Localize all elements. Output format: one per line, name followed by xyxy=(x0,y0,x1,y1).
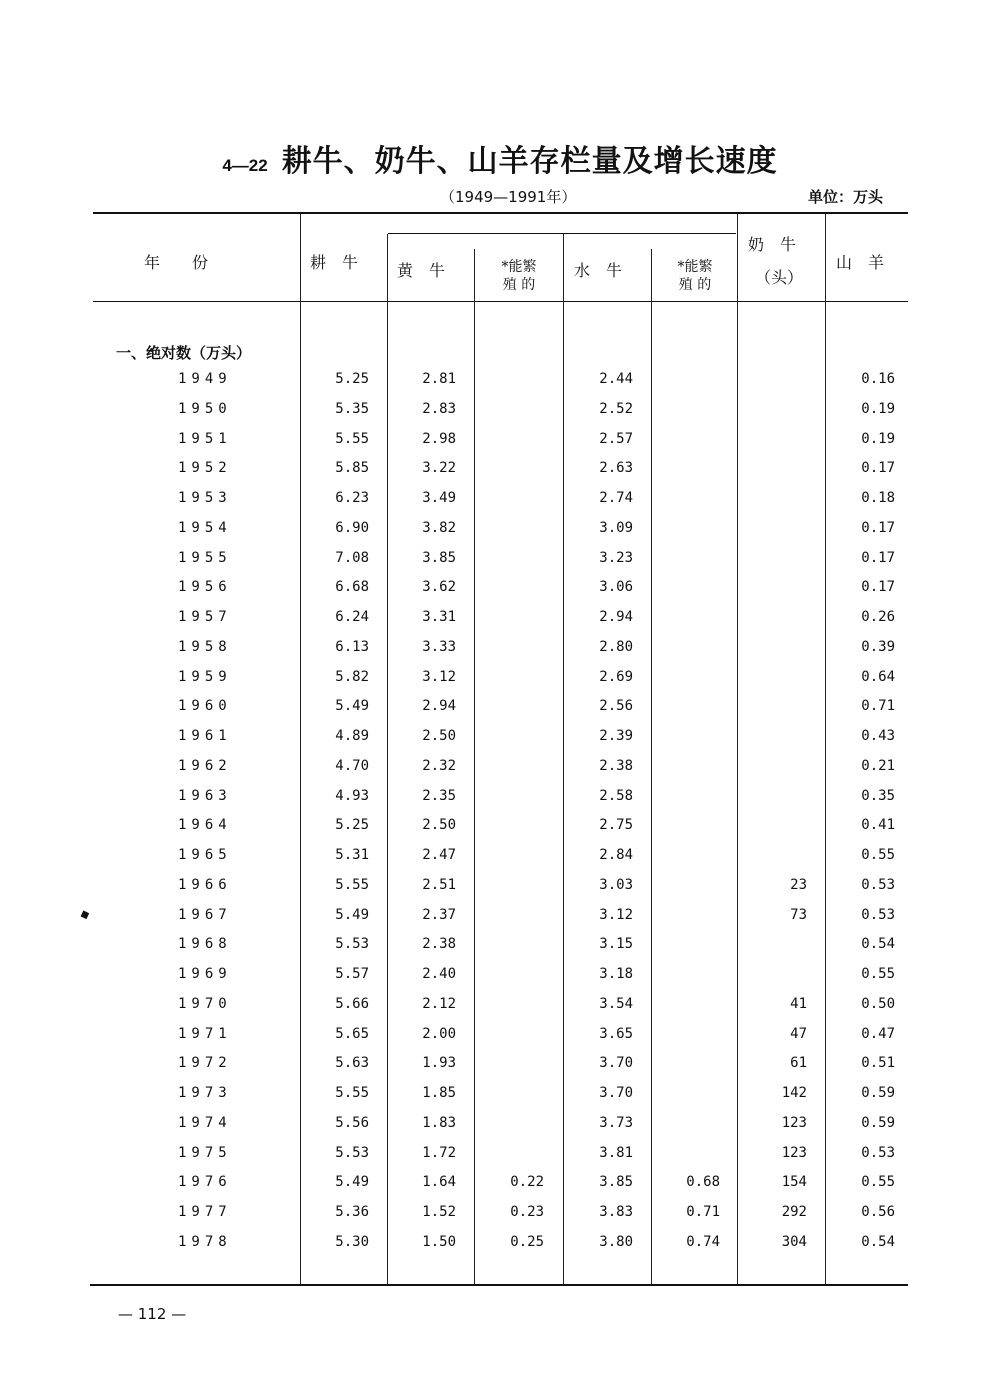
cell-year: 1961 xyxy=(178,728,232,744)
years-range: （1949—1991年） xyxy=(440,188,577,206)
cell-yellow: 3.33 xyxy=(422,638,456,655)
cell-yellow: 2.94 xyxy=(422,698,456,715)
unit-label: 单位：万头 xyxy=(808,188,884,206)
page-number: — 112 — xyxy=(118,1305,187,1323)
cell-yellow-breed: 0.25 xyxy=(510,1233,544,1250)
cell-goat: 0.35 xyxy=(861,787,895,804)
cell-water: 2.56 xyxy=(599,698,633,715)
cell-plow: 5.82 xyxy=(335,668,369,685)
table-row xyxy=(0,1115,1000,1139)
cell-year: 1968 xyxy=(178,936,232,953)
cell-plow: 5.31 xyxy=(335,847,369,863)
cell-year: 1977 xyxy=(178,1204,232,1220)
table-row xyxy=(0,520,1000,544)
cell-yellow: 2.50 xyxy=(422,817,456,834)
cell-goat: 0.19 xyxy=(861,400,895,417)
cell-goat: 0.26 xyxy=(861,609,895,625)
cell-yellow: 2.51 xyxy=(422,876,456,893)
cell-goat: 0.17 xyxy=(861,549,895,566)
cell-plow: 5.57 xyxy=(335,966,369,982)
cell-dairy: 23 xyxy=(790,876,807,893)
table-row xyxy=(0,371,1000,395)
cell-yellow: 3.49 xyxy=(422,490,456,506)
cell-year: 1952 xyxy=(178,460,232,477)
cell-plow: 4.70 xyxy=(335,757,369,774)
cell-year: 1953 xyxy=(178,490,232,506)
cell-year: 1959 xyxy=(178,668,232,685)
cell-year: 1974 xyxy=(178,1114,232,1131)
cell-dairy: 73 xyxy=(790,906,807,923)
cell-goat: 0.21 xyxy=(861,757,895,774)
cell-goat: 0.39 xyxy=(861,638,895,655)
table-row xyxy=(0,877,1000,901)
cell-water-breed: 0.68 xyxy=(686,1174,720,1191)
cell-dairy: 292 xyxy=(781,1204,807,1220)
cell-yellow: 2.47 xyxy=(422,847,456,863)
stray-mark: ◆ xyxy=(77,905,92,923)
cell-water: 2.84 xyxy=(599,847,633,863)
cell-water: 3.23 xyxy=(599,549,633,566)
cell-plow: 5.25 xyxy=(335,371,369,387)
cell-goat: 0.54 xyxy=(861,1233,895,1250)
cell-yellow: 1.64 xyxy=(422,1174,456,1191)
cell-goat: 0.53 xyxy=(861,1144,895,1161)
cell-goat: 0.17 xyxy=(861,579,895,596)
cell-plow: 4.93 xyxy=(335,787,369,804)
table-row xyxy=(0,609,1000,633)
cell-year: 1978 xyxy=(178,1233,232,1250)
cell-plow: 4.89 xyxy=(335,728,369,744)
cell-plow: 5.49 xyxy=(335,906,369,923)
yellow-group-rule xyxy=(388,233,564,234)
top-rule xyxy=(93,212,908,214)
table-row xyxy=(0,1174,1000,1198)
cell-plow: 5.55 xyxy=(335,1085,369,1101)
cell-year: 1966 xyxy=(178,876,232,893)
cell-plow: 5.53 xyxy=(335,936,369,953)
cell-plow: 6.68 xyxy=(335,579,369,596)
cell-yellow-breed: 0.23 xyxy=(510,1204,544,1220)
cell-water: 3.54 xyxy=(599,995,633,1012)
cell-plow: 5.55 xyxy=(335,876,369,893)
cell-goat: 0.53 xyxy=(861,906,895,923)
table-row xyxy=(0,401,1000,425)
table-row xyxy=(0,936,1000,960)
table-row xyxy=(0,788,1000,812)
water-group-rule xyxy=(564,233,736,234)
cell-water: 2.94 xyxy=(599,609,633,625)
cell-water: 2.58 xyxy=(599,787,633,804)
cell-plow: 5.56 xyxy=(335,1114,369,1131)
cell-year: 1962 xyxy=(178,757,232,774)
cell-goat: 0.47 xyxy=(861,1025,895,1042)
cell-water: 3.73 xyxy=(599,1114,633,1131)
cell-yellow: 3.31 xyxy=(422,609,456,625)
cell-goat: 0.19 xyxy=(861,430,895,447)
cell-yellow: 2.38 xyxy=(422,936,456,953)
cell-plow: 5.35 xyxy=(335,400,369,417)
table-row xyxy=(0,639,1000,663)
cell-yellow: 3.82 xyxy=(422,519,456,536)
cell-yellow: 2.35 xyxy=(422,787,456,804)
cell-yellow: 2.32 xyxy=(422,757,456,774)
cell-plow: 7.08 xyxy=(335,549,369,566)
table-row xyxy=(0,728,1000,752)
cell-water: 3.18 xyxy=(599,966,633,982)
table-row xyxy=(0,966,1000,990)
section-label: 一、绝对数（万头） xyxy=(116,344,252,362)
cell-yellow: 1.83 xyxy=(422,1114,456,1131)
cell-year: 1975 xyxy=(178,1144,232,1161)
cell-goat: 0.17 xyxy=(861,460,895,477)
cell-water: 3.70 xyxy=(599,1085,633,1101)
cell-water: 2.52 xyxy=(599,400,633,417)
table-row xyxy=(0,1145,1000,1169)
cell-year: 1970 xyxy=(178,995,232,1012)
cell-water: 3.65 xyxy=(599,1025,633,1042)
header-dairy: 奶 牛 xyxy=(748,235,797,254)
cell-goat: 0.16 xyxy=(861,371,895,387)
cell-plow: 5.53 xyxy=(335,1144,369,1161)
cell-plow: 5.66 xyxy=(335,995,369,1012)
cell-dairy: 61 xyxy=(790,1055,807,1072)
cell-year: 1969 xyxy=(178,966,232,982)
cell-water: 2.74 xyxy=(599,490,633,506)
cell-water: 3.70 xyxy=(599,1055,633,1072)
cell-year: 1976 xyxy=(178,1174,232,1191)
cell-goat: 0.51 xyxy=(861,1055,895,1072)
table-row xyxy=(0,1055,1000,1079)
table-row xyxy=(0,669,1000,693)
cell-year: 1960 xyxy=(178,698,232,715)
table-row xyxy=(0,579,1000,603)
cell-plow: 6.90 xyxy=(335,519,369,536)
cell-yellow: 1.85 xyxy=(422,1085,456,1101)
cell-goat: 0.71 xyxy=(861,698,895,715)
cell-yellow: 1.93 xyxy=(422,1055,456,1072)
table-title-text: 耕牛、奶牛、山羊存栏量及增长速度 xyxy=(281,144,778,179)
cell-plow: 5.25 xyxy=(335,817,369,834)
cell-yellow: 2.40 xyxy=(422,966,456,982)
header-year: 年 份 xyxy=(144,253,209,272)
cell-water: 3.06 xyxy=(599,579,633,596)
cell-yellow: 2.81 xyxy=(422,371,456,387)
cell-dairy: 123 xyxy=(781,1144,807,1161)
cell-year: 1972 xyxy=(178,1055,232,1072)
cell-goat: 0.55 xyxy=(861,847,895,863)
header-yellow: 黄 牛 xyxy=(397,261,446,280)
cell-year: 1965 xyxy=(178,847,232,863)
cell-plow: 5.30 xyxy=(335,1233,369,1250)
cell-plow: 5.65 xyxy=(335,1025,369,1042)
cell-goat: 0.17 xyxy=(861,519,895,536)
header-water: 水 牛 xyxy=(574,261,623,280)
table-row xyxy=(0,490,1000,514)
cell-plow: 6.23 xyxy=(335,490,369,506)
cell-water: 2.39 xyxy=(599,728,633,744)
cell-year: 1956 xyxy=(178,579,232,596)
cell-year: 1964 xyxy=(178,817,232,834)
cell-year: 1954 xyxy=(178,519,232,536)
cell-water: 3.09 xyxy=(599,519,633,536)
cell-goat: 0.50 xyxy=(861,995,895,1012)
cell-goat: 0.55 xyxy=(861,966,895,982)
cell-water: 2.63 xyxy=(599,460,633,477)
cell-dairy: 41 xyxy=(790,995,807,1012)
cell-yellow: 2.50 xyxy=(422,728,456,744)
cell-year: 1957 xyxy=(178,609,232,625)
cell-dairy: 154 xyxy=(781,1174,807,1191)
table-row xyxy=(0,1085,1000,1109)
cell-yellow: 3.12 xyxy=(422,668,456,685)
cell-goat: 0.18 xyxy=(861,490,895,506)
table-row xyxy=(0,698,1000,722)
cell-dairy: 47 xyxy=(790,1025,807,1042)
cell-water: 3.12 xyxy=(599,906,633,923)
cell-year: 1963 xyxy=(178,787,232,804)
cell-year: 1950 xyxy=(178,400,232,417)
cell-year: 1958 xyxy=(178,638,232,655)
cell-plow: 5.85 xyxy=(335,460,369,477)
table-row xyxy=(0,431,1000,455)
cell-plow: 5.49 xyxy=(335,1174,369,1191)
cell-water: 3.83 xyxy=(599,1204,633,1220)
cell-water: 3.03 xyxy=(599,876,633,893)
table-row xyxy=(0,550,1000,574)
cell-plow: 5.49 xyxy=(335,698,369,715)
table-row xyxy=(0,847,1000,871)
cell-year: 1949 xyxy=(178,371,232,387)
cell-yellow: 1.52 xyxy=(422,1204,456,1220)
header-bottom-rule xyxy=(93,301,908,302)
cell-dairy: 142 xyxy=(781,1085,807,1101)
cell-yellow: 3.62 xyxy=(422,579,456,596)
table-row xyxy=(0,1026,1000,1050)
cell-plow: 5.63 xyxy=(335,1055,369,1072)
cell-year: 1951 xyxy=(178,430,232,447)
cell-yellow: 2.37 xyxy=(422,906,456,923)
cell-goat: 0.41 xyxy=(861,817,895,834)
cell-yellow: 1.72 xyxy=(422,1144,456,1161)
cell-goat: 0.53 xyxy=(861,876,895,893)
cell-year: 1967 xyxy=(178,906,232,923)
cell-goat: 0.59 xyxy=(861,1085,895,1101)
cell-goat: 0.59 xyxy=(861,1114,895,1131)
cell-plow: 6.24 xyxy=(335,609,369,625)
table-row xyxy=(0,907,1000,931)
cell-water: 3.81 xyxy=(599,1144,633,1161)
cell-year: 1973 xyxy=(178,1085,232,1101)
table-row xyxy=(0,1204,1000,1228)
cell-yellow: 1.50 xyxy=(422,1233,456,1250)
cell-water: 2.44 xyxy=(599,371,633,387)
cell-water-breed: 0.74 xyxy=(686,1233,720,1250)
cell-water: 3.85 xyxy=(599,1174,633,1191)
cell-yellow: 3.85 xyxy=(422,549,456,566)
cell-plow: 6.13 xyxy=(335,638,369,655)
cell-dairy: 123 xyxy=(781,1114,807,1131)
cell-dairy: 304 xyxy=(781,1233,807,1250)
cell-water: 2.75 xyxy=(599,817,633,834)
cell-plow: 5.55 xyxy=(335,430,369,447)
cell-yellow: 3.22 xyxy=(422,460,456,477)
cell-water: 2.57 xyxy=(599,430,633,447)
cell-water: 2.80 xyxy=(599,638,633,655)
cell-yellow: 2.83 xyxy=(422,400,456,417)
table-title xyxy=(0,136,1000,180)
header-water-breed: *能繁 殖 的 xyxy=(677,259,713,293)
cell-goat: 0.55 xyxy=(861,1174,895,1191)
cell-water: 3.15 xyxy=(599,936,633,953)
table-row xyxy=(0,1234,1000,1258)
cell-yellow: 2.98 xyxy=(422,430,456,447)
cell-goat: 0.54 xyxy=(861,936,895,953)
header-yellow-breed: *能繁 殖 的 xyxy=(501,259,537,293)
cell-yellow: 2.00 xyxy=(422,1025,456,1042)
cell-goat: 0.43 xyxy=(861,728,895,744)
cell-water: 3.80 xyxy=(599,1233,633,1250)
table-row xyxy=(0,996,1000,1020)
cell-water-breed: 0.71 xyxy=(686,1204,720,1220)
bottom-rule xyxy=(90,1284,908,1286)
cell-yellow: 2.12 xyxy=(422,995,456,1012)
cell-year: 1971 xyxy=(178,1025,232,1042)
table-number: 4—22 xyxy=(222,156,268,175)
cell-water: 2.69 xyxy=(599,668,633,685)
cell-water: 2.38 xyxy=(599,757,633,774)
cell-year: 1955 xyxy=(178,549,232,566)
header-plow: 耕 牛 xyxy=(310,253,359,272)
table-row xyxy=(0,758,1000,782)
header-goat: 山 羊 xyxy=(836,253,885,272)
table-row xyxy=(0,460,1000,484)
header-dairy-unit: （头） xyxy=(755,268,804,287)
cell-yellow-breed: 0.22 xyxy=(510,1174,544,1191)
table-row xyxy=(0,817,1000,841)
cell-goat: 0.64 xyxy=(861,668,895,685)
cell-plow: 5.36 xyxy=(335,1204,369,1220)
cell-goat: 0.56 xyxy=(861,1204,895,1220)
